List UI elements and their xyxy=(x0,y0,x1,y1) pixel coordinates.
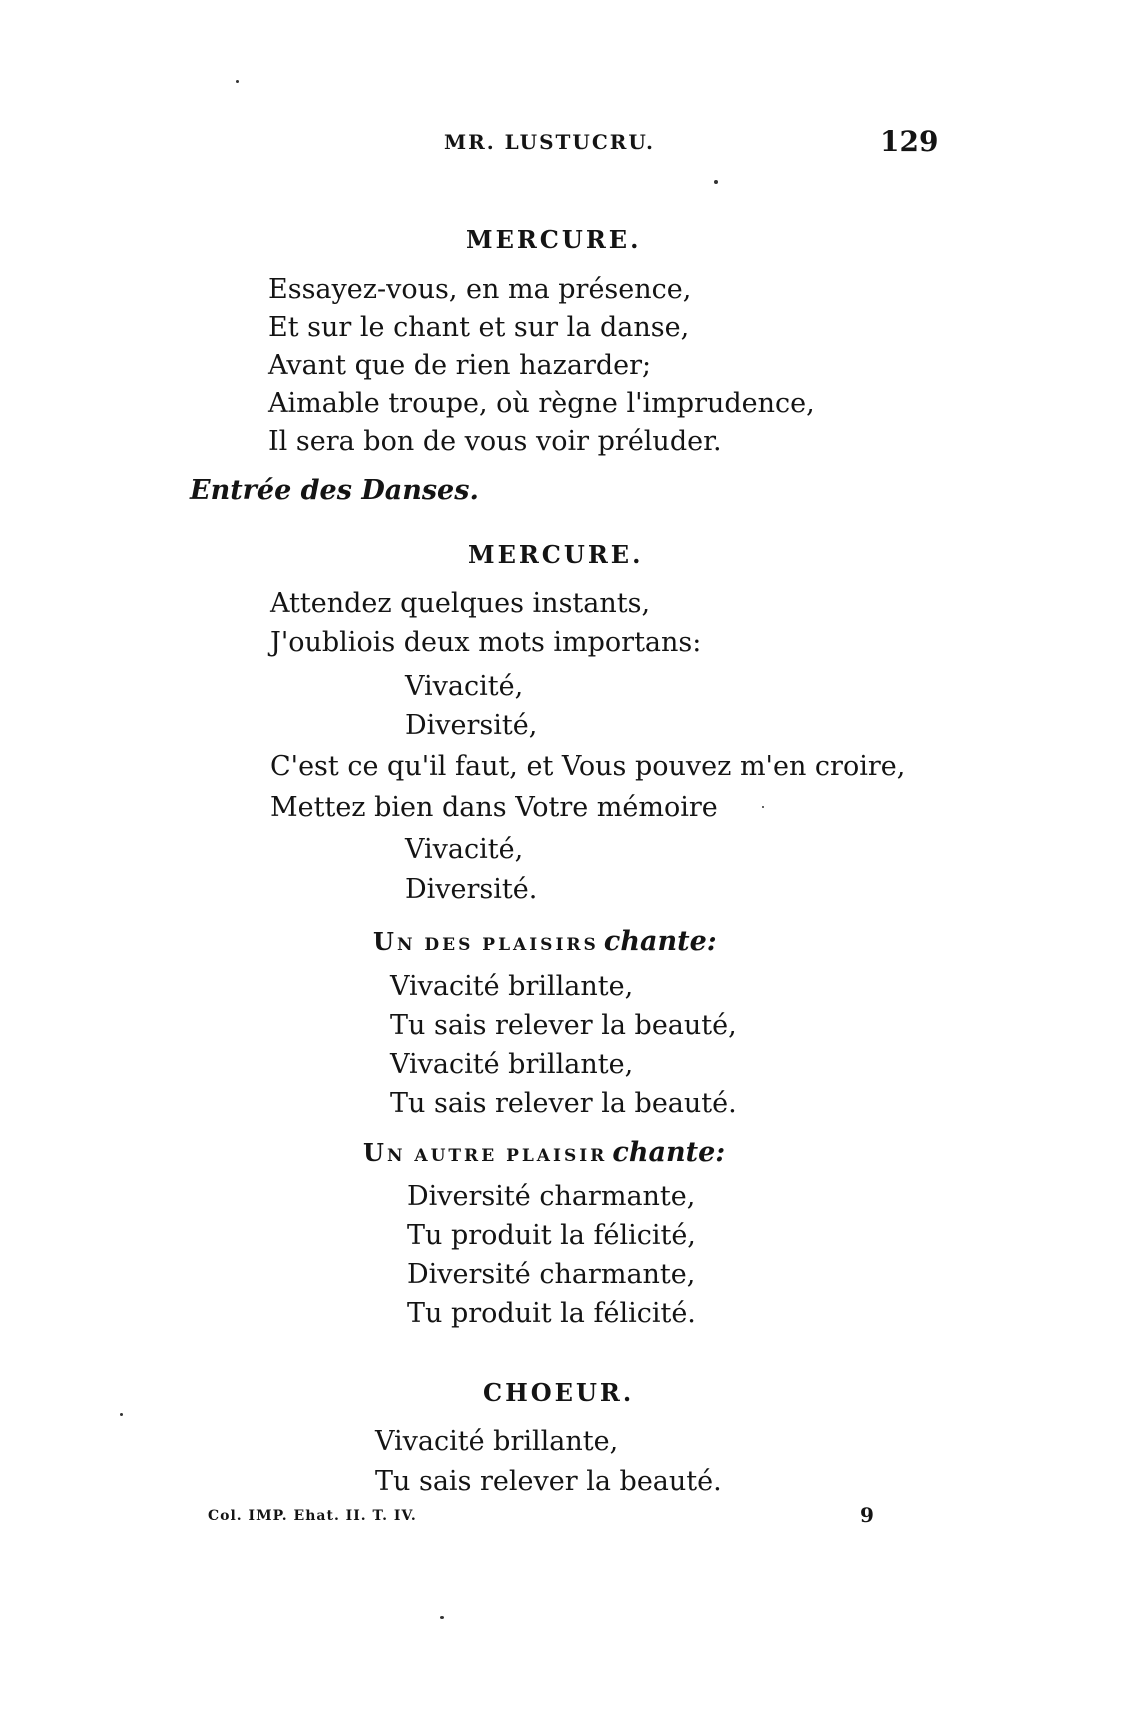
verse-line: Tu produit la félicité. xyxy=(407,1298,696,1329)
stage-direction: Entrée des Danses. xyxy=(190,475,479,506)
scan-speck xyxy=(440,1616,444,1619)
verse-line: Vivacité, xyxy=(405,834,524,865)
verse-line: J'oubliois deux mots importans: xyxy=(270,627,702,658)
verse-line: Tu sais relever la beauté. xyxy=(375,1466,722,1497)
verse-line: Vivacité brillante, xyxy=(390,971,634,1002)
verse-line: Mettez bien dans Votre mémoire xyxy=(270,792,718,823)
verse-line: Tu sais relever la beauté. xyxy=(390,1088,737,1119)
collection-footer: Col. IMP. Ehat. II. T. IV. xyxy=(208,1508,417,1524)
verse-line: Diversité, xyxy=(405,710,538,741)
verse-line: Et sur le chant et sur la danse, xyxy=(268,312,690,343)
speaker-name: N DES PLAISIRS xyxy=(396,935,599,955)
verse-line: Tu produit la félicité, xyxy=(407,1220,696,1251)
verse-line: Attendez quelques instants, xyxy=(270,588,651,619)
scan-speck xyxy=(236,80,239,83)
speaker-autre-plaisir xyxy=(363,1139,725,1166)
speaker-action: chante: xyxy=(603,926,717,957)
verse-line: Diversité charmante, xyxy=(407,1181,696,1212)
verse-line: Avant que de rien hazarder; xyxy=(268,350,652,381)
verse-line: Diversité charmante, xyxy=(407,1259,696,1290)
speaker-action: chante: xyxy=(612,1137,726,1168)
verse-line: Diversité. xyxy=(405,874,538,905)
verse-line: Vivacité brillante, xyxy=(375,1426,619,1457)
running-title: MR. LUSTUCRU. xyxy=(444,130,655,154)
verse-line: Vivacité brillante, xyxy=(390,1049,634,1080)
signature-mark: 9 xyxy=(860,1503,874,1527)
speaker-mercure-2: MERCURE. xyxy=(468,540,644,569)
page-number: 129 xyxy=(880,125,939,158)
scan-speck xyxy=(120,1413,123,1416)
speaker-mercure-1: MERCURE. xyxy=(466,225,642,254)
scan-speck xyxy=(714,180,718,184)
verse-line: C'est ce qu'il faut, et Vous pouvez m'en croire, xyxy=(270,751,906,782)
scan-speck xyxy=(762,806,764,808)
verse-line: Il sera bon de vous voir préluder. xyxy=(268,426,722,457)
speaker-initial: U xyxy=(363,1138,387,1167)
speaker-choeur: CHOEUR. xyxy=(483,1378,635,1407)
speaker-name: N AUTRE PLAISIR xyxy=(386,1146,608,1166)
speaker-plaisir xyxy=(373,928,717,955)
verse-line: Vivacité, xyxy=(405,671,524,702)
verse-line: Tu sais relever la beauté, xyxy=(390,1010,737,1041)
speaker-initial: U xyxy=(373,927,397,956)
verse-line: Aimable troupe, où règne l'imprudence, xyxy=(268,388,815,419)
verse-line: Essayez-vous, en ma présence, xyxy=(268,274,692,305)
